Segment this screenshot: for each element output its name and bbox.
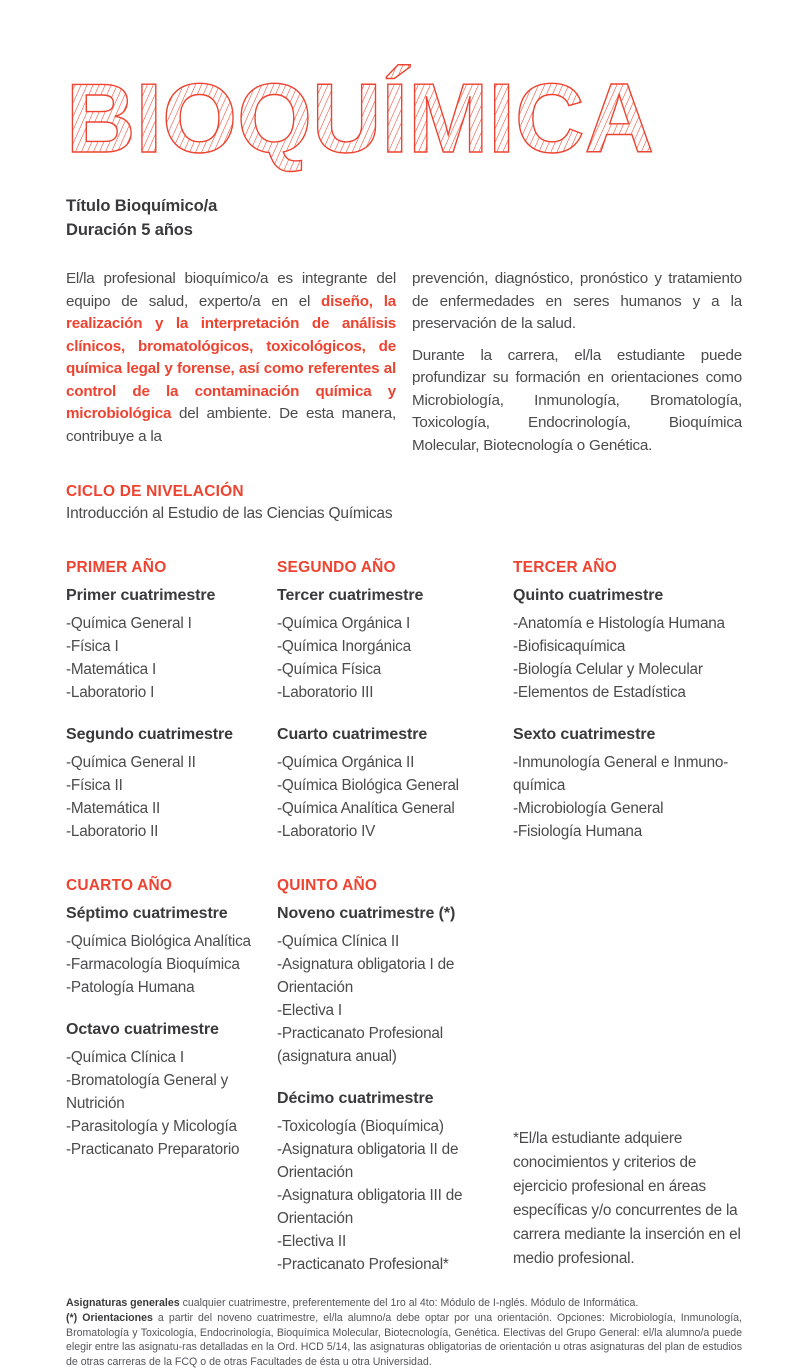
leveling-subject: Introducción al Estudio de las Ciencias Químicas: [66, 505, 393, 522]
course-item: -Química Clínica II: [277, 933, 400, 950]
year-column-segundo: [277, 559, 513, 843]
course-item: -Elementos de Estadística: [513, 684, 686, 701]
intro-section: [66, 268, 742, 457]
degree-duration: Duración 5 años: [66, 221, 193, 239]
course-item: -Química Biológica Analítica: [66, 933, 251, 950]
orientation-note: *El/la estudiante adquiere conocimientos y criterios de ejercicio profesional en áreas específicas y/o concurrentes de la carrera mediante la inserción en el medio profesional.: [513, 1130, 741, 1267]
course-item: -Química Biológica General: [277, 777, 459, 794]
degree-info: [66, 194, 742, 242]
title-text: BIOQUÍMICA: [66, 63, 654, 173]
semester-name: Décimo cuatrimestre: [277, 1090, 434, 1107]
course-item: -Química Física: [277, 661, 382, 678]
course-list: [277, 930, 501, 1068]
course-item: -Química Orgánica II: [277, 754, 415, 771]
semester-name: Segundo cuatrimestre: [66, 726, 233, 743]
course-list: [513, 751, 730, 843]
course-item: -Física II: [66, 777, 123, 794]
semester-block: [513, 726, 730, 843]
course-list: [66, 612, 265, 704]
footnote-orientations-text: a partir del noveno cuatrimestre, el/la alumno/a debe optar por una orientación. Opciones: Microbiología, Inmunología, Bromatología y Toxicología, Endocrinología, Bioquímica Molecular, Biotecnología, Genética. Electivas del Grupo General: el/la alumno/a puede elegir entre las asignatu-ras detalladas en la Ord. HCD 5/14, las asignaturas obligatorias de orientación u otras asignaturas del plan de estudios de otras carreras de la FCQ o de otras Facultades de ésta u otra Universidad.: [66, 1311, 742, 1369]
semester-name: Tercer cuatrimestre: [277, 587, 424, 604]
course-item: -Laboratorio III: [277, 684, 374, 701]
year-column-cuarto: [66, 877, 277, 1276]
note-column: [513, 877, 742, 1276]
semester-name: Quinto cuatrimestre: [513, 587, 664, 604]
course-item: -Asignatura obligatoria III de Orientación: [277, 1187, 463, 1227]
year-heading: SEGUNDO AÑO: [277, 559, 396, 576]
semester-block: [277, 726, 501, 843]
intro-right-paragraph-2: Durante la carrera, el/la estudiante puede profundizar su formación en orientaciones como Microbiología, Inmunología, Bromatología, Toxicología, Endocrinología, Bioquímica Molecular, Biotecnología o Genética.: [412, 346, 742, 454]
intro-left-pre: El/la profesional bioquímico/a es integrante del equipo de salud, experto/a en el: [66, 270, 396, 310]
semester-name: Noveno cuatrimestre (*): [277, 905, 456, 922]
semester-name: Primer cuatrimestre: [66, 587, 216, 604]
degree-title: Título Bioquímico/a: [66, 197, 218, 215]
semester-block: [513, 587, 730, 704]
course-item: -Practicanato Profesional*: [277, 1256, 449, 1273]
course-item: -Química General II: [66, 754, 196, 771]
course-item: -Practicanato Preparatorio: [66, 1141, 240, 1158]
year-column-primer: [66, 559, 277, 843]
course-item: -Física I: [66, 638, 119, 655]
intro-right-column: [412, 268, 742, 457]
year-column-quinto: [277, 877, 513, 1276]
course-item: -Química Orgánica I: [277, 615, 411, 632]
semester-block: [66, 726, 265, 843]
course-item: -Matemática I: [66, 661, 157, 678]
year-heading: TERCER AÑO: [513, 559, 617, 576]
leveling-section: [66, 483, 742, 523]
course-list: [66, 930, 265, 999]
footnote-general: [66, 1296, 742, 1311]
course-item: -Matemática II: [66, 800, 161, 817]
page-title: [66, 63, 742, 173]
footnote-general-label: Asignaturas generales: [66, 1297, 180, 1309]
course-item: -Electiva I: [277, 1002, 342, 1019]
hatched-title-graphic: [66, 63, 662, 173]
semester-name: Séptimo cuatrimestre: [66, 905, 228, 922]
course-item: -Química Clínica I: [66, 1049, 184, 1066]
year-heading: PRIMER AÑO: [66, 559, 167, 576]
course-item: -Inmunología General e Inmuno-química: [513, 754, 729, 794]
course-list: [513, 612, 730, 704]
curriculum-row-1: [66, 559, 742, 843]
semester-block: [66, 587, 265, 704]
course-item: -Electiva II: [277, 1233, 347, 1250]
footnotes-section: [66, 1296, 742, 1370]
intro-left-paragraph: [66, 268, 396, 457]
course-list: [277, 612, 501, 704]
course-item: -Química Inorgánica: [277, 638, 411, 655]
course-item: -Microbiología General: [513, 800, 664, 817]
semester-block: [66, 905, 265, 999]
semester-block: [277, 905, 501, 1068]
course-item: -Toxicología (Bioquímica): [277, 1118, 444, 1135]
course-item: -Asignatura obligatoria I de Orientación: [277, 956, 455, 996]
semester-block: [277, 587, 501, 704]
intro-left-post: del ambiente. De esta manera, contribuye a la: [66, 405, 396, 445]
course-item: -Bromatología General y Nutrición: [66, 1072, 229, 1112]
semester-name: Sexto cuatrimestre: [513, 726, 656, 743]
course-item: -Fisiología Humana: [513, 823, 643, 840]
course-list: [66, 751, 265, 843]
footnote-orientations-label: (*) Orientaciones: [66, 1311, 153, 1324]
footnote-orientations: [66, 1311, 742, 1370]
year-heading: QUINTO AÑO: [277, 877, 378, 894]
year-column-tercer: [513, 559, 742, 843]
course-list: [66, 1046, 265, 1161]
semester-block: [277, 1090, 501, 1276]
course-item: -Biofisicaquímica: [513, 638, 626, 655]
footnote-general-text: cualquier cuatrimestre, preferentemente del 1ro al 4to: Módulo de I-nglés. Módulo de Informática.: [179, 1297, 639, 1309]
course-item: -Laboratorio II: [66, 823, 159, 840]
course-list: [277, 751, 501, 843]
course-item: -Química General I: [66, 615, 192, 632]
semester-block: [66, 1021, 265, 1161]
course-item: -Asignatura obligatoria II de Orientación: [277, 1141, 459, 1181]
course-item: -Patología Humana: [66, 979, 195, 996]
year-heading: CUARTO AÑO: [66, 877, 173, 894]
leveling-heading: CICLO DE NIVELACIÓN: [66, 483, 244, 500]
intro-highlight: diseño, la realización y la interpretación de análisis clínicos, bromatológicos, toxicológicos, de química legal y forense, así como referentes al control de la contaminación química y microbiológica: [66, 292, 396, 422]
course-item: -Anatomía e Histología Humana: [513, 615, 725, 632]
course-item: -Biología Celular y Molecular: [513, 661, 703, 678]
course-item: -Farmacología Bioquímica: [66, 956, 240, 973]
course-item: -Parasitología y Micología: [66, 1118, 237, 1135]
course-item: -Química Analítica General: [277, 800, 455, 817]
curriculum-row-2: [66, 877, 742, 1276]
course-item: -Laboratorio I: [66, 684, 155, 701]
course-item: -Laboratorio IV: [277, 823, 376, 840]
semester-name: Octavo cuatrimestre: [66, 1021, 219, 1038]
course-list: [277, 1115, 501, 1276]
semester-name: Cuarto cuatrimestre: [277, 726, 428, 743]
course-item: -Practicanato Profesional (asignatura anual): [277, 1025, 443, 1065]
intro-right-paragraph-1: prevención, diagnóstico, pronóstico y tratamiento de enfermedades en seres humanos y a la preservación de la salud.: [412, 270, 742, 332]
